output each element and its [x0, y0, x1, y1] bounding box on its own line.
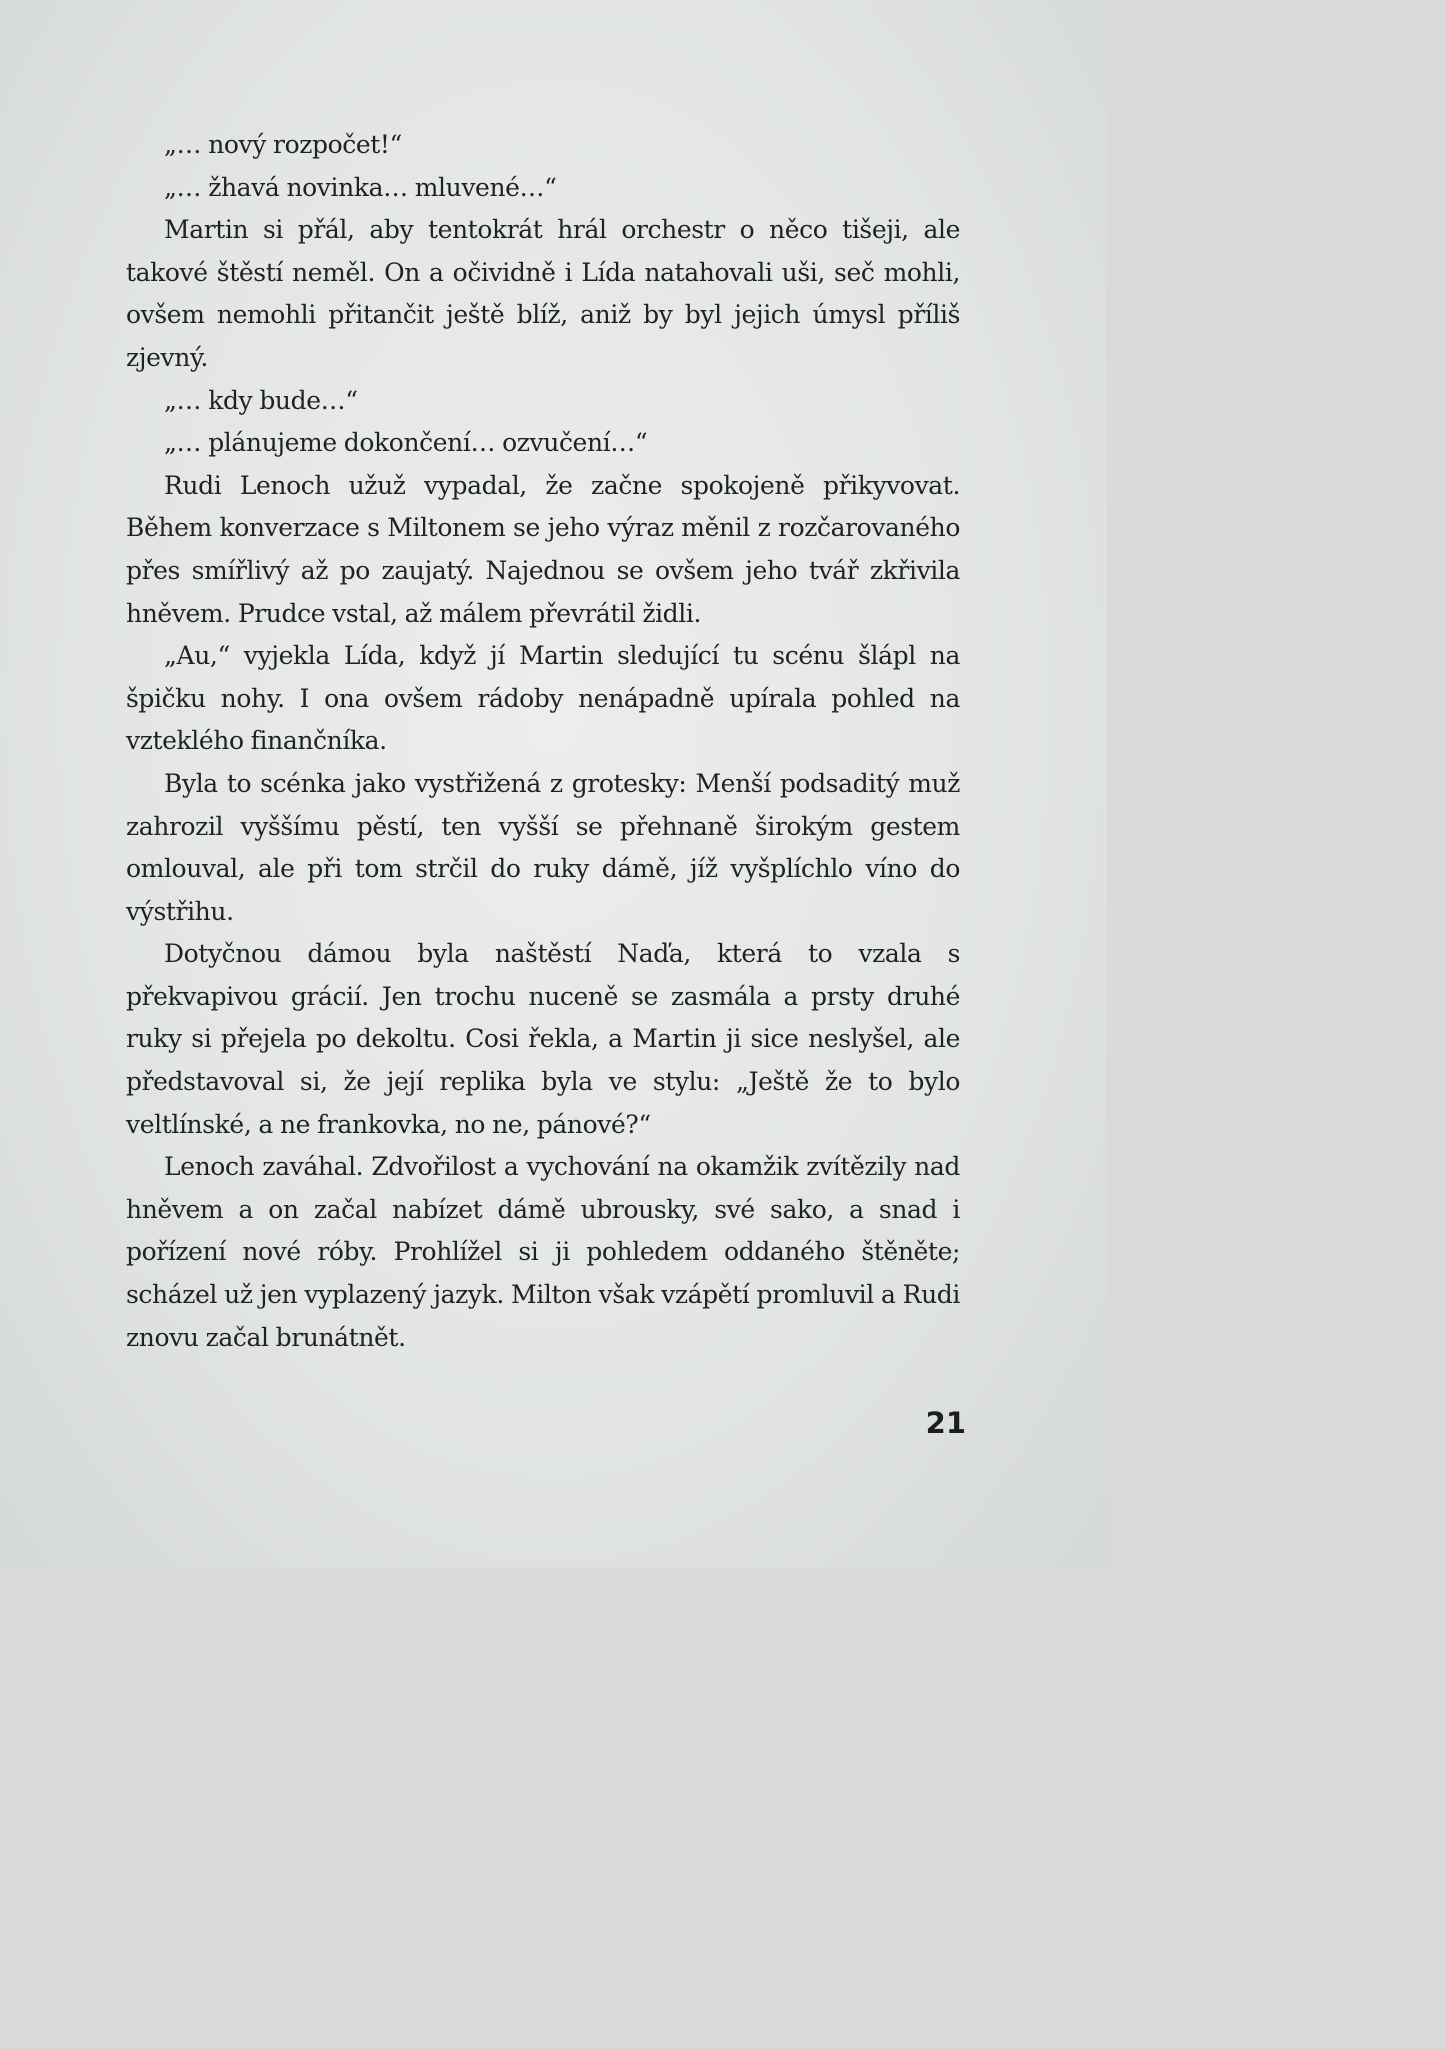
paragraph-2: „… žhavá novinka… mluvené…“ [164, 172, 557, 202]
paragraph-5: „… plánujeme dokončení… ozvučení…“ [164, 428, 648, 458]
paragraph-1: „… nový rozpočet!“ [164, 130, 402, 159]
paragraph-9: Dotyčnou dámou byla naštěstí Naďa, která to vzala s překvapivou grácií. Jen trochu nuceně se zasmála a prsty druhé ruky si přejela po dekoltu. Cosi řekla, a Martin ji sice neslyšel, ale představoval si, že její replika byla ve stylu: „Ještě že to bylo veltlínské, a ne frankovka, no ne, pánové?“ [126, 939, 960, 1139]
paragraph-3: Martin si přál, aby tentokrát hrál orchestr o něco tišeji, ale takové štěstí neměl. On a očividně i Lída natahovali uši, seč mohli, ovšem nemohli přitančit ještě blíž, aniž by byl jejich úmysl příliš zjevný. [126, 215, 960, 372]
paragraph-6: Rudi Lenoch užuž vypadal, že začne spokojeně přikyvovat. Během konverzace s Miltonem se jeho výraz měnil z rozčarovaného přes smířlivý až po zaujatý. Najednou se ovšem jeho tvář zkřivila hněvem. Prudce vstal, až málem převrátil židli. [126, 470, 960, 628]
paragraph-8: Byla to scénka jako vystřižená z grotesky: Menší podsaditý muž zahrozil vyššímu pěstí, ten vyšší se přehnaně širokým gestem omlouval, ale při tom strčil do ruky dámě, jíž vyšplíchlo víno do výstřihu. [126, 768, 960, 926]
paragraph-7: „Au,“ vyjekla Lída, když jí Martin sledující tu scénu šlápl na špičku nohy. I ona ovšem rádoby nenápadně upírala pohled na vzteklého finančníka. [126, 641, 960, 756]
paragraph-10: Lenoch zaváhal. Zdvořilost a vychování na okamžik zvítězily nad hněvem a on začal nabízet dámě ubrousky, své sako, a snad i pořízení nové róby. Prohlížel si ji pohledem oddaného štěněte; scházel už jen vyplazený jazyk. Milton však vzápětí promluvil a Rudi znovu začal brunátnět. [126, 1152, 960, 1352]
page-number: 21 [925, 1406, 966, 1440]
body-text [126, 124, 960, 1359]
paragraph-4: „… kdy bude…“ [164, 385, 358, 415]
